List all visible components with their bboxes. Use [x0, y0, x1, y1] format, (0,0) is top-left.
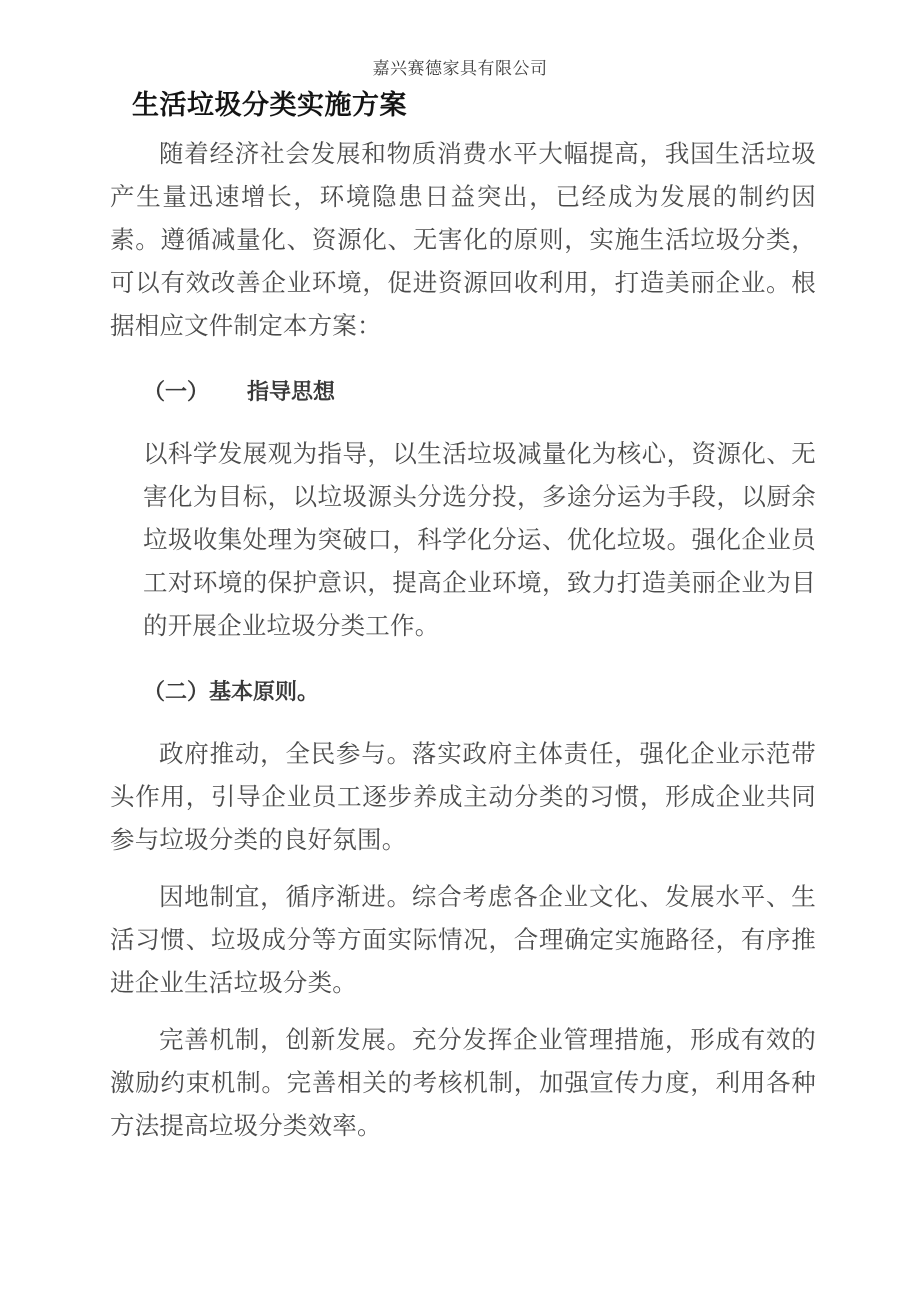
spacer — [110, 412, 816, 432]
spacer — [110, 712, 816, 732]
page-title: 生活垃圾分类实施方案 — [132, 90, 407, 121]
running-header: 嘉兴赛德家具有限公司 — [372, 59, 548, 79]
section-one-body: 以科学发展观为指导，以生活垃圾减量化为核心，资源化、无害化为目标，以垃圾源头分选分投，多途分运为手段，以厨余垃圾收集处理为突破口，科学化分运、优化垃圾。强化企业员工对环境的保护意识，提高企业环境，致力打造美丽企业为目的开展企业垃圾分类工作。 — [143, 439, 816, 640]
intro-paragraph: 随着经济社会发展和物质消费水平大幅提高，我国生活垃圾产生量迅速增长，环境隐患日益突出，已经成为发展的制约因素。遵循减量化、资源化、无害化的原则，实施生活垃圾分类，可以有效改善企业环境，促进资源回收利用，打造美丽企业。根据相应文件制定本方案： — [110, 139, 816, 340]
spacer — [110, 347, 816, 374]
spacer — [110, 1004, 816, 1018]
section-heading-two — [110, 674, 816, 712]
section-title-one: 指导思想 — [247, 380, 336, 405]
spacer — [110, 861, 816, 875]
section-number-two: （二） — [143, 680, 210, 705]
section-two-paragraph-2: 因地制宜，循序渐进。综合考虑各企业文化、发展水平、生活习惯、垃圾成分等方面实际情况，合理确定实施路径，有序推进企业生活垃圾分类。 — [110, 882, 816, 997]
document-body — [110, 86, 816, 1147]
section-two-paragraph-3: 完善机制，创新发展。充分发挥企业管理措施，形成有效的激励约束机制。完善相关的考核机制，加强宣传力度，利用各种方法提高垃圾分类效率。 — [110, 1025, 816, 1140]
spacer — [110, 647, 816, 674]
section-heading-one — [110, 374, 816, 412]
section-number-one: （一） — [143, 380, 210, 405]
section-title-two: 基本原则。 — [209, 680, 320, 705]
section-two-paragraph-1: 政府推动，全民参与。落实政府主体责任，强化企业示范带头作用，引导企业员工逐步养成主动分类的习惯，形成企业共同参与垃圾分类的良好氛围。 — [110, 739, 816, 854]
